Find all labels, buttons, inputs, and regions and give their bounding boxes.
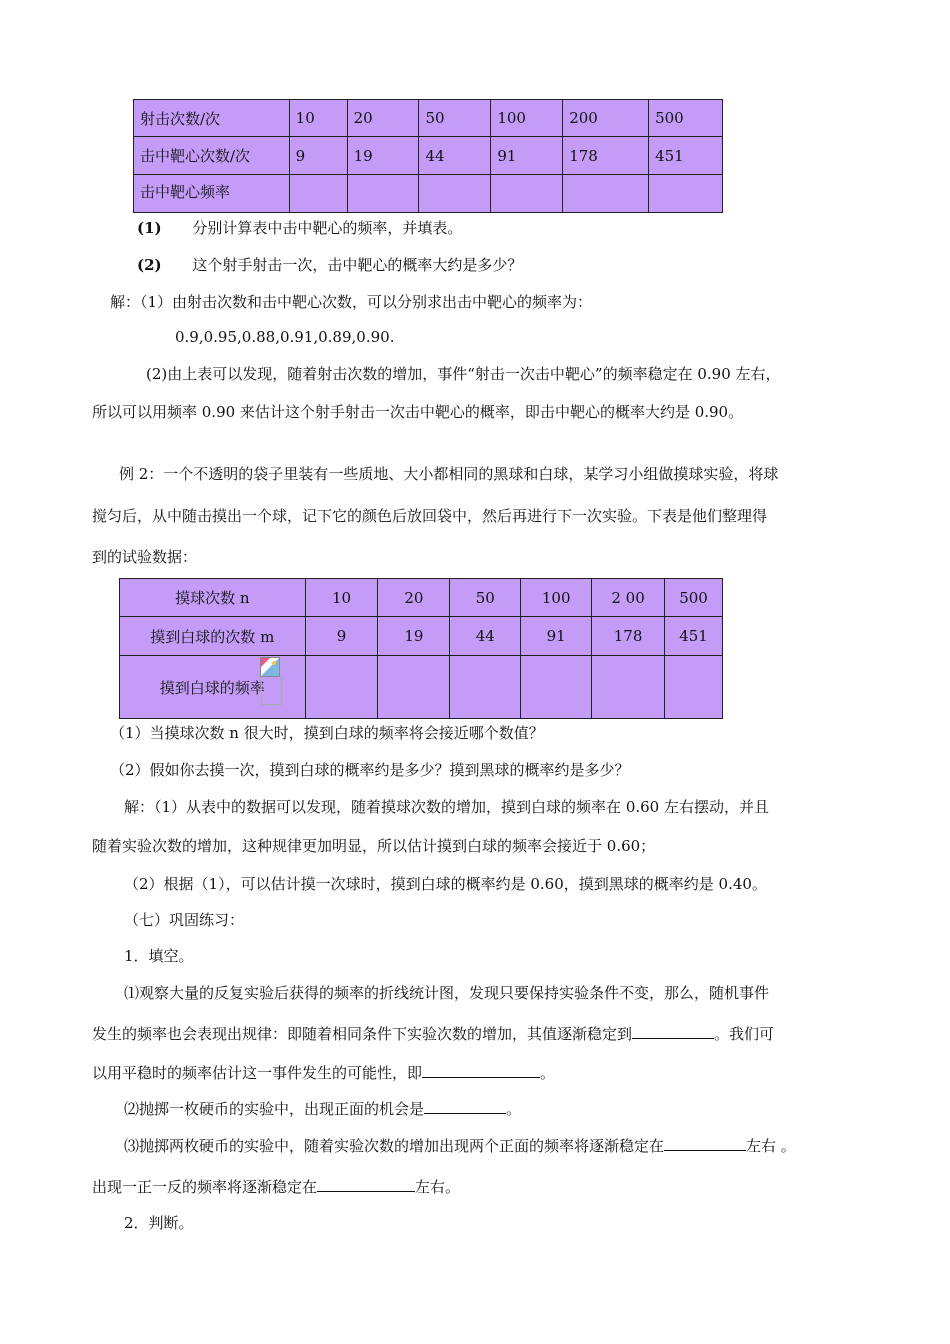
fill-item-3 <box>124 1136 796 1156</box>
table-cell: 44 <box>419 137 491 175</box>
solution-2-line: 解：（1）从表中的数据可以发现，随着摸球次数的增加，摸到白球的频率在 0.60 左右摆动，并且 <box>124 798 769 816</box>
fill-text: 发生的频率也会表现出规律：即随着相同条件下实验次数的增加，其值逐渐稳定到 <box>92 1025 633 1043</box>
solution-1-line: 解：（1）由射击次数和击中靶心次数，可以分别求出击中靶心的频率为： <box>110 293 593 311</box>
table-cell <box>289 175 347 213</box>
table-row <box>134 175 723 213</box>
judge-title: 2．判断。 <box>124 1214 194 1232</box>
fill-blank-title: 1．填空。 <box>124 947 194 965</box>
fill-item-1 <box>92 1063 555 1083</box>
table-row <box>134 137 723 175</box>
table-cell: 9 <box>305 617 378 656</box>
ball-draw-table <box>119 578 723 719</box>
row-label: 摸到白球的频率 <box>120 656 306 719</box>
table-cell: 9 <box>289 137 347 175</box>
example-2-line: 搅匀后，从中随击摸出一个球，记下它的颜色后放回袋中，然后再进行下一次实验。下表是他们整理得 <box>92 507 768 525</box>
table-cell <box>649 175 723 213</box>
fill-text: 左右。 <box>415 1178 461 1196</box>
table-cell: 20 <box>347 100 419 137</box>
table-cell <box>378 656 450 719</box>
answer-blank[interactable] <box>632 1024 714 1039</box>
table-cell <box>305 656 378 719</box>
table-cell: 19 <box>347 137 419 175</box>
table-cell: 91 <box>491 137 563 175</box>
fill-text: 出现一正一反的频率将逐渐稳定在 <box>92 1178 318 1196</box>
solution-1-line: 0.9,0.95,0.88,0.91,0.89,0.90. <box>175 328 395 346</box>
fill-item-3 <box>92 1177 460 1197</box>
question-number: (2) <box>137 256 162 274</box>
question-text: 这个射手射击一次，击中靶心的概率大约是多少？ <box>192 256 523 274</box>
table-cell: 178 <box>563 137 649 175</box>
broken-image-icon <box>260 657 280 677</box>
table-cell <box>450 656 521 719</box>
example-2-question: （2）假如你去摸一次，摸到白球的概率约是多少？摸到黑球的概率约是多少？ <box>110 761 630 779</box>
answer-blank[interactable] <box>422 1063 540 1078</box>
table-cell: 44 <box>450 617 521 656</box>
table-cell: 50 <box>419 100 491 137</box>
table-row <box>120 656 723 719</box>
table-cell <box>665 656 723 719</box>
table-cell <box>347 175 419 213</box>
table-cell: 500 <box>665 579 723 617</box>
answer-blank[interactable] <box>424 1099 506 1114</box>
example-2-line: 例 2：一个不透明的袋子里装有一些质地、大小都相同的黑球和白球，某学习小组做摸球实验，将球 <box>119 465 779 483</box>
table-cell: 91 <box>521 617 592 656</box>
table-cell <box>521 656 592 719</box>
row-label: 射击次数/次 <box>134 100 290 137</box>
row-label: 击中靶心频率 <box>134 175 290 213</box>
table-cell <box>592 656 665 719</box>
section-heading: （七）巩固练习： <box>124 911 245 929</box>
table-row <box>134 100 723 137</box>
table-row <box>120 617 723 656</box>
fill-text: 。我们可 <box>714 1025 775 1043</box>
fill-text: 以用平稳时的频率估计这一事件发生的可能性，即 <box>92 1064 423 1082</box>
shooting-table <box>133 99 723 213</box>
answer-blank[interactable] <box>317 1177 415 1192</box>
row-label: 击中靶心次数/次 <box>134 137 290 175</box>
question-number: (1) <box>137 219 162 237</box>
row-label: 摸到白球的次数 m <box>120 617 306 656</box>
table-cell: 178 <box>592 617 665 656</box>
fill-item-1 <box>92 1024 774 1044</box>
fill-text: 左右 。 <box>746 1137 796 1155</box>
fill-text: 。 <box>540 1064 556 1082</box>
table-cell: 2 00 <box>592 579 665 617</box>
question-1 <box>137 218 462 238</box>
fill-item-1: ⑴观察大量的反复实验后获得的频率的折线统计图，发现只要保持实验条件不变，那么，随机事件 <box>124 984 770 1002</box>
table-cell: 10 <box>289 100 347 137</box>
solution-1-line: 所以可以用频率 0.90 来估计这个射手射击一次击中靶心的概率，即击中靶心的概率大约是 0.90。 <box>92 403 744 421</box>
table-cell <box>491 175 563 213</box>
row-label: 摸球次数 n <box>120 579 306 617</box>
question-2 <box>137 255 522 275</box>
table-cell: 500 <box>649 100 723 137</box>
image-frame <box>261 676 282 705</box>
answer-blank[interactable] <box>664 1136 746 1151</box>
table-cell: 100 <box>521 579 592 617</box>
solution-1-line: (2)由上表可以发现，随着射击次数的增加，事件“射击一次击中靶心”的频率稳定在 0.90 左右， <box>146 365 781 383</box>
table-cell: 50 <box>450 579 521 617</box>
table-cell: 10 <box>305 579 378 617</box>
example-2-question: （1）当摸球次数 n 很大时，摸到白球的频率将会接近哪个数值？ <box>110 724 544 742</box>
table-cell: 451 <box>665 617 723 656</box>
solution-2-line: 随着实验次数的增加，这种规律更加明显，所以估计摸到白球的频率会接近于 0.60； <box>92 837 656 855</box>
solution-2-line: （2）根据（1），可以估计摸一次球时，摸到白球的概率约是 0.60，摸到黑球的概率约是 0.40。 <box>124 875 767 893</box>
table-cell: 200 <box>563 100 649 137</box>
fill-text: 。 <box>506 1100 522 1118</box>
fill-text: ⑶抛掷两枚硬币的实验中，随着实验次数的增加出现两个正面的频率将逐渐稳定在 <box>124 1137 665 1155</box>
table-cell: 20 <box>378 579 450 617</box>
table-cell: 451 <box>649 137 723 175</box>
example-2-line: 到的试验数据： <box>92 548 198 566</box>
table-row <box>120 579 723 617</box>
question-text: 分别计算表中击中靶心的频率，并填表。 <box>192 219 463 237</box>
table-cell <box>563 175 649 213</box>
table-cell: 100 <box>491 100 563 137</box>
table-cell <box>419 175 491 213</box>
fill-item-2 <box>124 1099 521 1119</box>
table-cell: 19 <box>378 617 450 656</box>
fill-text: ⑵抛掷一枚硬币的实验中，出现正面的机会是 <box>124 1100 425 1118</box>
